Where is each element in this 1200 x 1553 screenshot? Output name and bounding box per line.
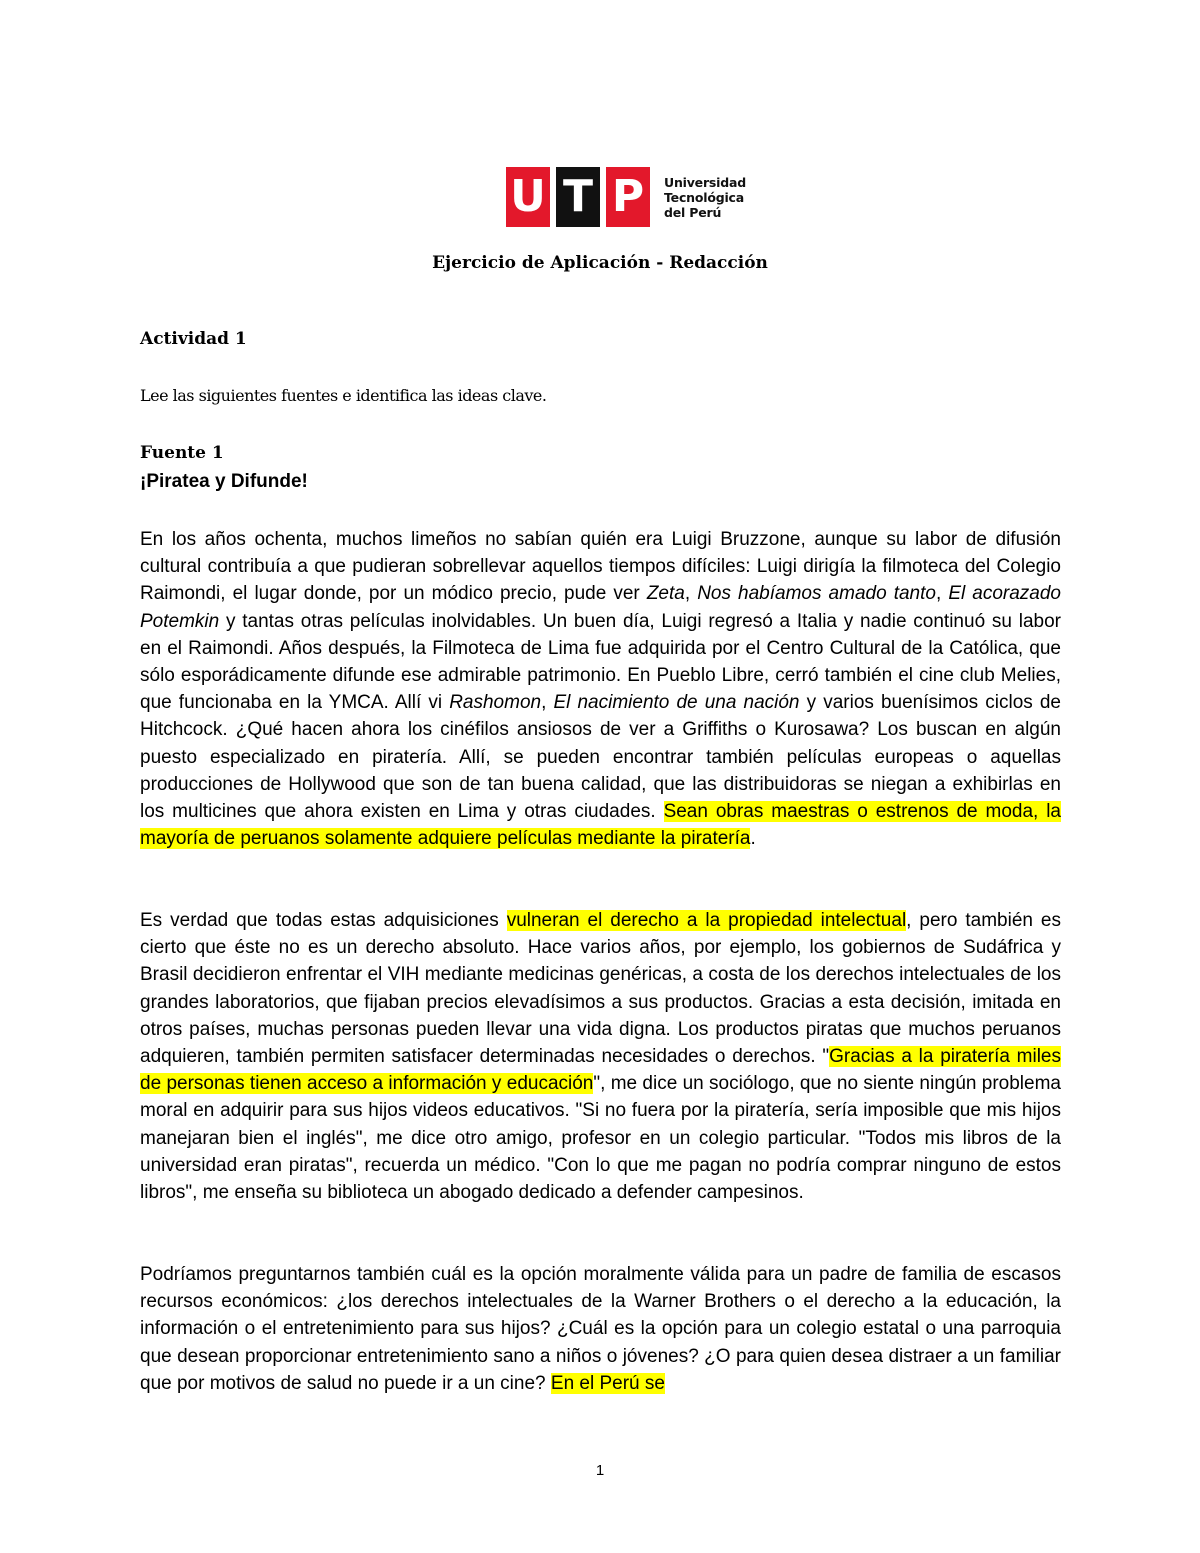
instruction-text: Lee las siguientes fuentes e identifica las ideas clave. — [140, 386, 547, 405]
highlighted-key-idea: Sean obras maestras o estrenos de moda, la mayoría de peruanos solamente adquiere películas mediante la piratería — [140, 801, 1062, 850]
text-run: y tantas otras películas inolvidables. Un buen día, Luigi regresó a Italia y nadie continuó su labor en el Raimondi. Años después, la Filmoteca de Lima fue adquirida por el Centro Cultural de la Católica, que sólo esporádicamente difunde ese admirable patrimonio. En Pueblo Libre, cerró también el cine club Melies, que funcionaba en la YMCA. Allí vi — [140, 610, 1061, 714]
highlighted-key-idea: En el Perú se — [550, 1372, 665, 1394]
logo-line-3: del Perú — [664, 204, 722, 220]
text-run: y varios buenísimos ciclos de Hitchcock. ¿Qué hacen ahora los cinéfilos ansiosos de ver a Griffiths o Kurosawa? Los buscan en algún puesto especializado en piratería. Allí, se pueden encontrar también películas europeas o aquellas producciones de Hollywood que son de tan buena calidad, que las distribuidoras se niegan a exhibirlas en los multicines que ahora existen en Lima y otras ciudades. — [140, 692, 1061, 823]
text-run: , — [541, 692, 554, 714]
text-run: Podríamos preguntarnos también cuál es la opción moralmente válida para un padre de familia de escasos recursos económicos: ¿los derechos intelectuales de la Warner Brothers o el derecho a la educación, la información o el entretenimiento para sus hijos? ¿Cuál es la opción para un colegio estatal o una parroquia que desean proporcionar entretenimiento sano a niños o jóvenes? ¿O para quien desea distraer a un familiar que por motivos de salud no puede ir a un cine? — [140, 1264, 1061, 1394]
text-run: . — [750, 828, 756, 850]
activity-heading: Actividad 1 — [140, 329, 247, 349]
film-title: El acorazado Potemkin — [140, 583, 1061, 632]
utp-logo — [506, 166, 746, 228]
logo-line-2: Tecnológica — [664, 189, 744, 205]
logo-letter-p: P — [606, 167, 650, 227]
text-run: Es verdad que todas estas adquisiciones — [140, 910, 507, 931]
highlighted-key-idea: vulneran el derecho a la propiedad intelectual — [506, 910, 907, 931]
logo-line-1: Universidad — [664, 174, 746, 190]
film-title: Rashomon — [449, 692, 542, 714]
document-title: Ejercicio de Aplicación - Redacción — [432, 253, 768, 273]
film-title: Zeta — [646, 583, 685, 605]
paragraph-1 — [140, 526, 1061, 852]
highlighted-key-idea: Gracias a la piratería miles de personas tienen acceso a información y educación — [140, 1046, 1061, 1095]
logo-letter-t: T — [556, 167, 600, 227]
text-run: En los años ochenta, muchos limeños no sabían quién era Luigi Bruzzone, aunque su labor de difusión cultural contribuía a que pudieran sobrellevar aquellos tiempos difíciles: Luigi dirigía la filmoteca del Colegio Raimondi, el lugar donde, por un módico precio, pude ver — [140, 529, 1061, 605]
paragraph-2 — [140, 907, 1061, 1206]
text-run: , pero también es cierto que éste no es un derecho absoluto. Hace varios años, por ejemplo, los gobiernos de Sudáfrica y Brasil decidieron enfrentar el VIH mediante medicinas genéricas, a costa de los derechos intelectuales de los grandes laboratorios, que fijaban precios elevadísimos a sus productos. Gracias a esta decisión, imitada en otros países, muchas personas pueden llevar una vida digna. Los productos piratas que muchos peruanos adquieren, también permiten satisfacer determinadas necesidades o derechos. " — [140, 910, 1061, 1068]
film-title: Nos habíamos amado tanto — [697, 583, 936, 605]
text-run: , — [684, 583, 698, 605]
source-title: ¡Piratea y Difunde! — [140, 471, 308, 492]
logo-wordmark — [664, 175, 746, 220]
text-run: ", me dice un sociólogo, que no siente ningún problema moral en adquirir para sus hijos videos educativos. "Si no fuera por la piratería, sería imposible que mis hijos manejaran bien el inglés", me dice otro amigo, profesor en un colegio particular. "Todos mis libros de la universidad eran piratas", recuerda un médico. "Con lo que me pagan no podría comprar ninguno de estos libros", me enseña su biblioteca un abogado dedicado a defender campesinos. — [140, 1073, 1061, 1204]
source-label: Fuente 1 — [140, 443, 224, 463]
page-number: 1 — [595, 1462, 605, 1479]
logo-letter-u: U — [506, 167, 550, 227]
film-title: El nacimiento de una nación — [553, 692, 800, 714]
text-run: , — [935, 583, 949, 605]
paragraph-3 — [140, 1261, 1061, 1397]
